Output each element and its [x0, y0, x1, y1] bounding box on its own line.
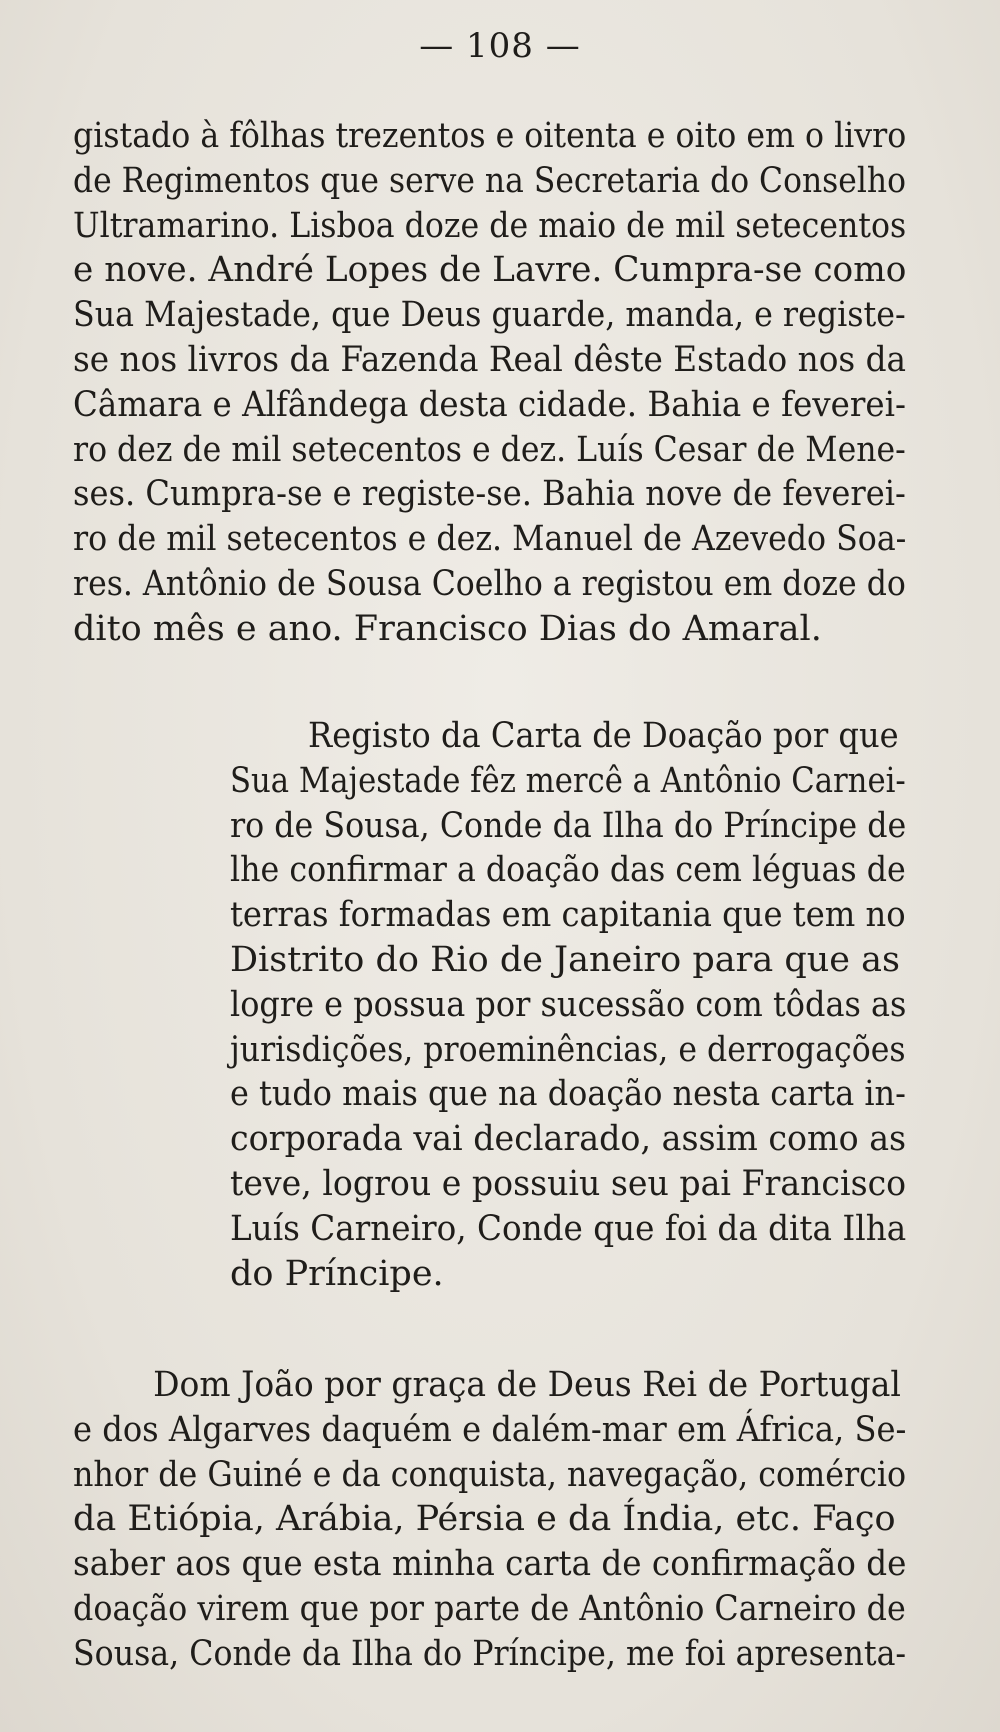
text-line: Luís Carneiro, Conde que foi da dita Ilha	[230, 1208, 907, 1249]
text-line: se nos livros da Fazenda Real dêste Estado nos da	[73, 339, 907, 380]
text-line: Ultramarino. Lisboa doze de maio de mil setecentos	[73, 205, 907, 246]
text-line: de Regimentos que serve na Secretaria do Conselho	[73, 160, 907, 201]
text-line: Distrito do Rio de Janeiro para que as	[230, 939, 900, 980]
text-line: teve, logrou e possuiu seu pai Francisco	[230, 1163, 907, 1204]
text-line: logre e possua por sucessão com tôdas as	[230, 984, 907, 1025]
text-line: gistado à fôlhas trezentos e oitenta e oito em o livro	[73, 116, 907, 156]
text-line: e nove. André Lopes de Lavre. Cumpra-se como	[73, 250, 907, 291]
text-line: jurisdições, proeminências, e derrogações	[230, 1029, 906, 1070]
text-line: da Etiópia, Arábia, Pérsia e da Índia, etc. Faço	[73, 1499, 896, 1540]
text-line: dito mês e ano. Francisco Dias do Amaral.	[73, 608, 822, 649]
paragraph-1	[73, 114, 906, 652]
text-line: Câmara e Alfândega desta cidade. Bahia e feverei-	[73, 384, 906, 425]
text-line: doação virem que por parte de Antônio Carneiro de	[73, 1588, 906, 1629]
text-line: Sousa, Conde da Ilha do Príncipe, me foi apresenta-	[73, 1633, 907, 1674]
text-line: terras formadas em capitania que tem no	[230, 895, 906, 936]
text-line: saber aos que esta minha carta de confirmação de	[73, 1544, 907, 1585]
text-line: ro de Sousa, Conde da Ilha do Príncipe de	[230, 805, 907, 846]
text-line: ses. Cumpra-se e registe-se. Bahia nove de feverei-	[73, 474, 906, 515]
text-line: lhe confirmar a doação das cem léguas de	[230, 850, 906, 891]
page-number: — 108 —	[419, 26, 581, 66]
text-line: e tudo mais que na doação nesta carta in-	[230, 1074, 906, 1115]
text-line: Registo da Carta de Doação por que	[308, 716, 899, 756]
paragraph-2	[73, 1363, 906, 1677]
text-line: corporada vai declarado, assim como as	[230, 1119, 907, 1160]
text-line: ro dez de mil setecentos e dez. Luís Cesar de Mene-	[73, 429, 906, 470]
text-line: res. Antônio de Sousa Coelho a registou em doze do	[73, 563, 906, 604]
text-line: Sua Majestade, que Deus guarde, manda, e registe-	[73, 295, 906, 336]
text-line: ro de mil setecentos e dez. Manuel de Azevedo Soa-	[73, 519, 907, 560]
text-line: e dos Algarves daquém e dalém-mar em África, Se-	[73, 1409, 907, 1450]
document-heading-block	[230, 714, 906, 1296]
text-line: nhor de Guiné e da conquista, navegação, comércio	[73, 1454, 907, 1495]
text-line: do Príncipe.	[230, 1253, 444, 1294]
text-line: Dom João por graça de Deus Rei de Portugal	[153, 1365, 901, 1405]
text-line: Sua Majestade fêz mercê a Antônio Carnei-	[230, 760, 906, 801]
